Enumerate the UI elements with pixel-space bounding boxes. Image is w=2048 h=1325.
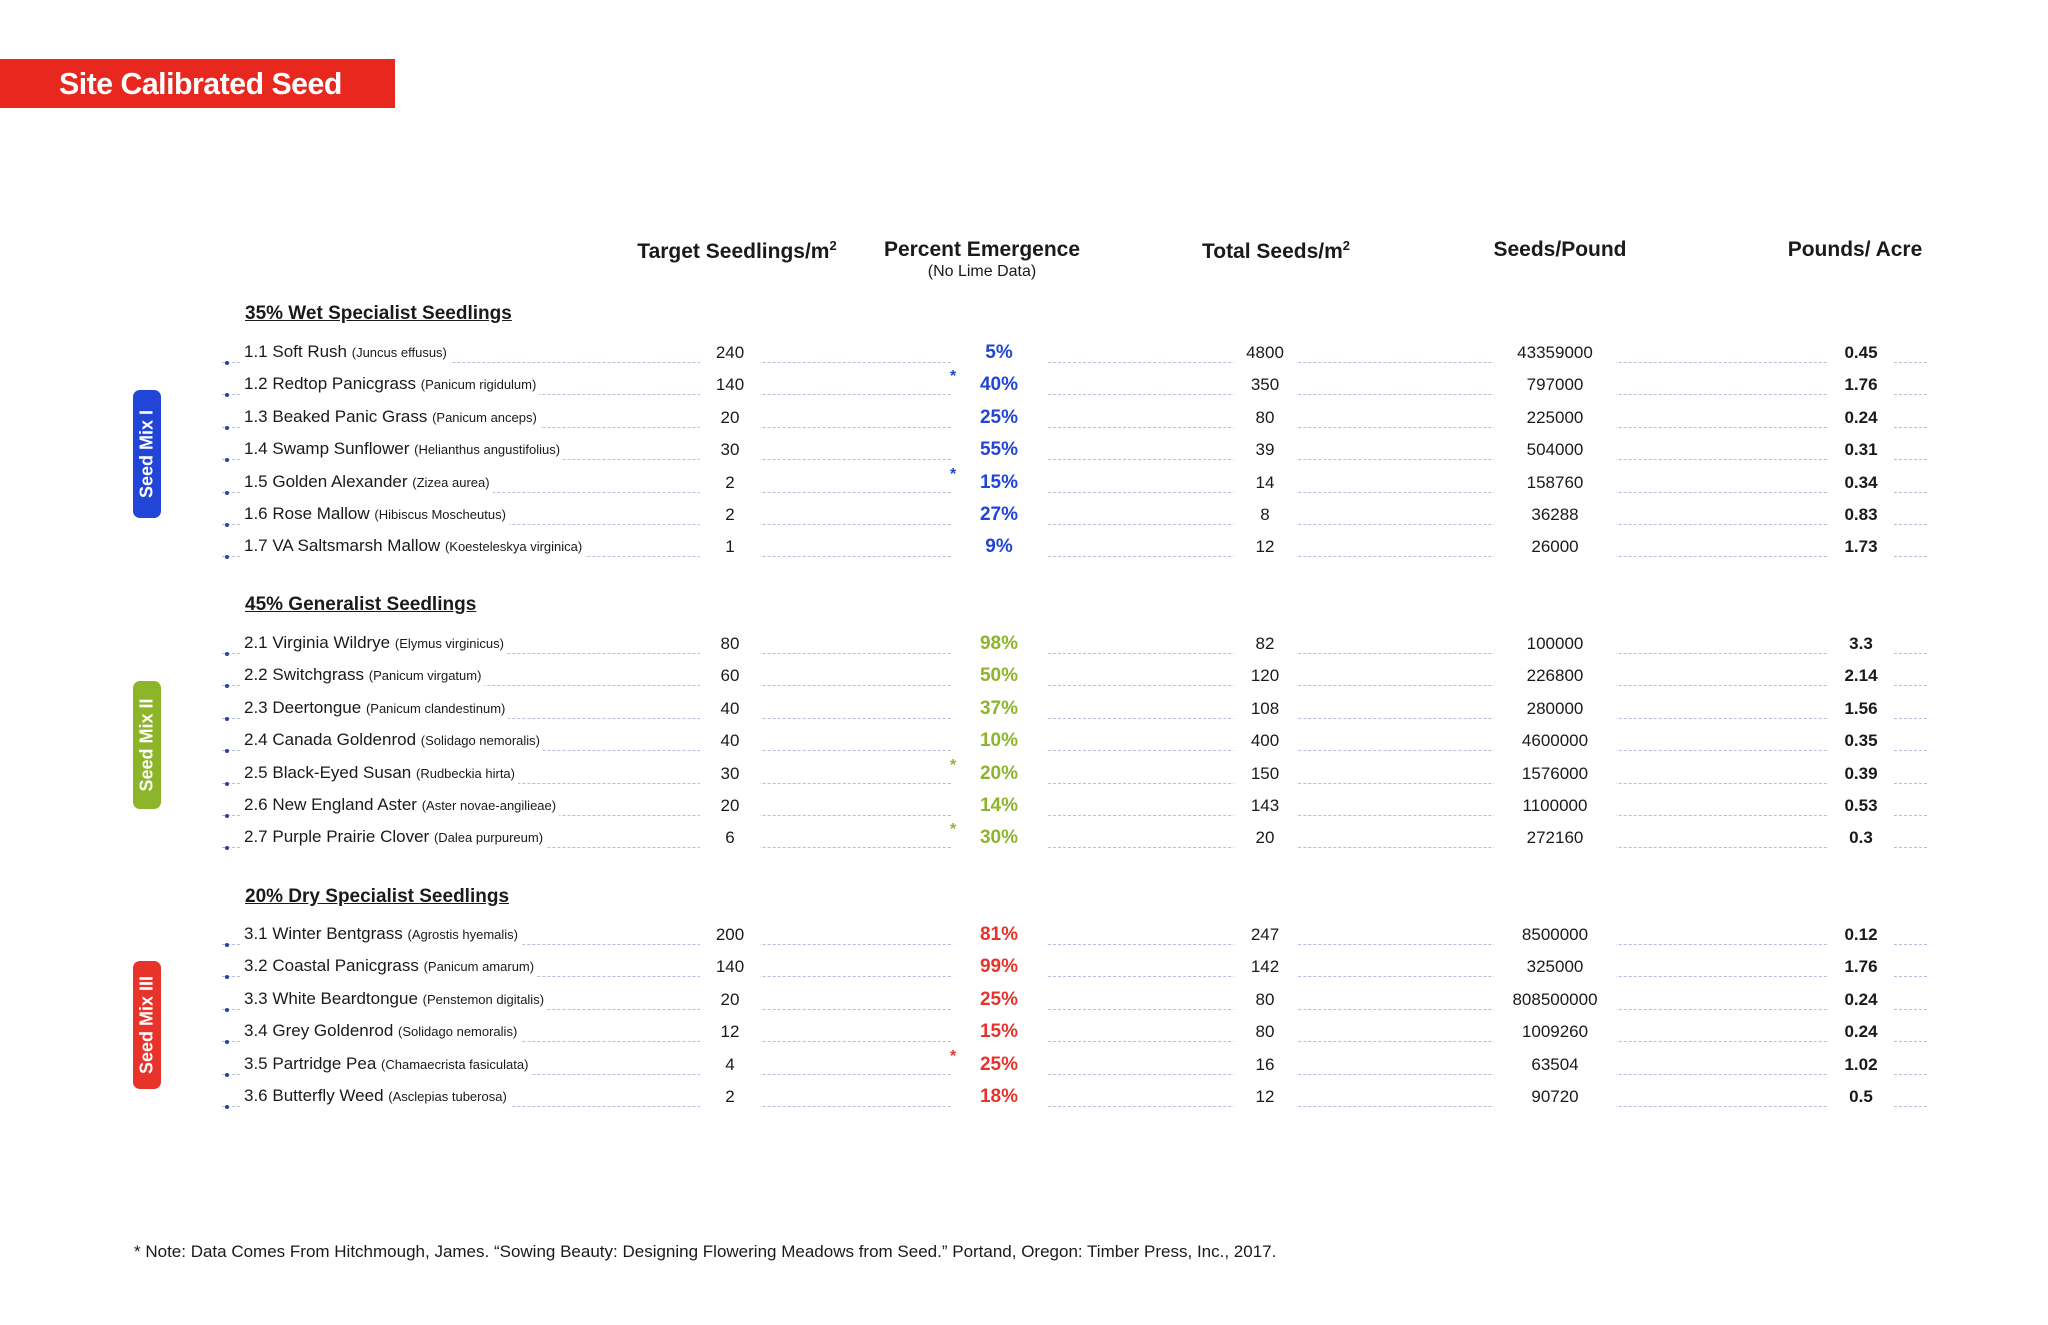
total-seeds-cell: 12 xyxy=(1234,1087,1296,1107)
bullet-dot xyxy=(225,555,229,559)
table-row xyxy=(222,499,1927,531)
common-name: 3.2 Coastal Panicgrass xyxy=(244,956,419,976)
percent-emergence-value: 50% xyxy=(979,665,1019,687)
bullet-dot xyxy=(225,523,229,527)
target-seedlings-cell: 240 xyxy=(700,343,760,363)
asterisk-note-marker: * xyxy=(950,756,957,774)
common-name: 3.6 Butterfly Weed xyxy=(244,1086,384,1105)
common-name: 1.4 Swamp Sunflower xyxy=(244,439,410,459)
latin-name: (Panicum virgatum) xyxy=(368,668,482,684)
table-row xyxy=(222,1016,1927,1048)
target-seedlings-cell: 4 xyxy=(700,1055,760,1075)
pounds-per-acre-cell: 0.45 xyxy=(1828,343,1894,363)
percent-emergence-value: 25% xyxy=(979,1053,1019,1075)
target-seedlings-cell: 40 xyxy=(700,731,760,751)
target-seedlings-cell: 80 xyxy=(700,634,760,654)
seeds-per-pound-cell: 272160 xyxy=(1494,828,1616,848)
seeds-per-pound-cell: 1576000 xyxy=(1494,764,1616,784)
percent-emergence-cell xyxy=(951,505,1047,525)
percent-emergence-cell xyxy=(951,1022,1047,1042)
pounds-per-acre-cell: 1.02 xyxy=(1828,1055,1894,1075)
pounds-per-acre-cell: 1.76 xyxy=(1828,957,1894,977)
section-title: 20% Dry Specialist Seedlings xyxy=(245,886,510,907)
seeds-per-pound-cell: 8500000 xyxy=(1494,925,1616,945)
target-seedlings-cell: 2 xyxy=(700,473,760,493)
asterisk-note-marker: * xyxy=(950,368,957,386)
percent-emergence-cell xyxy=(951,343,1047,363)
seeds-per-pound-cell: 808500000 xyxy=(1494,990,1616,1010)
percent-emergence-cell xyxy=(950,368,1047,396)
table-row xyxy=(222,919,1927,951)
seeds-per-pound-cell: 26000 xyxy=(1494,537,1616,557)
common-name: 2.1 Virginia Wildrye xyxy=(244,633,391,652)
pounds-per-acre-cell: 0.39 xyxy=(1828,764,1894,784)
target-seedlings-cell: 20 xyxy=(700,990,760,1010)
target-seedlings-cell: 60 xyxy=(700,666,760,686)
target-seedlings-cell: 6 xyxy=(700,828,760,848)
target-seedlings-cell: 2 xyxy=(700,1087,760,1107)
pounds-per-acre-cell: 0.24 xyxy=(1828,1022,1894,1042)
pounds-per-acre-cell: 0.5 xyxy=(1828,1087,1894,1107)
total-seeds-cell: 16 xyxy=(1234,1055,1296,1075)
latin-name: (Panicum anceps) xyxy=(432,409,537,425)
percent-emergence-cell xyxy=(951,440,1047,460)
section-title: 35% Wet Specialist Seedlings xyxy=(245,303,512,324)
bullet-dot xyxy=(225,393,229,397)
pounds-per-acre-cell: 3.3 xyxy=(1828,634,1894,654)
common-name: 1.2 Redtop Panicgrass xyxy=(244,374,416,394)
percent-emergence-value: 40% xyxy=(979,374,1019,396)
latin-name: (Aster novae-angilieae) xyxy=(421,798,557,813)
bullet-dot xyxy=(225,684,229,688)
latin-name: (Panicum rigidulum) xyxy=(420,377,537,393)
header-percent-emergence-note: (No Lime Data) xyxy=(927,263,1037,280)
bullet-dot xyxy=(225,426,229,430)
target-seedlings-cell: 140 xyxy=(700,375,760,395)
percent-emergence-value: 10% xyxy=(979,730,1019,752)
latin-name: (Chamaecrista fasiculata) xyxy=(381,1056,529,1072)
latin-name: (Panicum clandestinum) xyxy=(365,700,506,716)
bullet-dot xyxy=(225,717,229,721)
common-name: 1.1 Soft Rush xyxy=(244,342,348,361)
table-row xyxy=(222,984,1927,1016)
percent-emergence-cell xyxy=(950,821,1047,849)
pounds-per-acre-cell: 0.34 xyxy=(1828,473,1894,493)
section-title: 45% Generalist Seedlings xyxy=(245,594,477,615)
header-pounds-per-acre: Pounds/ Acre xyxy=(1787,238,1923,261)
seed-mix-2-label: Seed Mix II xyxy=(133,681,161,809)
table-row xyxy=(222,369,1927,401)
species-name-cell xyxy=(241,827,546,848)
total-seeds-cell: 80 xyxy=(1234,1022,1296,1042)
total-seeds-cell: 14 xyxy=(1234,473,1296,493)
pounds-per-acre-cell: 0.83 xyxy=(1828,505,1894,525)
seeds-per-pound-cell: 225000 xyxy=(1494,408,1616,428)
total-seeds-cell: 142 xyxy=(1234,957,1296,977)
target-seedlings-cell: 30 xyxy=(700,764,760,784)
common-name: 1.3 Beaked Panic Grass xyxy=(244,406,428,426)
species-name-cell xyxy=(241,665,484,686)
total-seeds-cell: 150 xyxy=(1234,764,1296,784)
percent-emergence-cell xyxy=(950,465,1047,493)
latin-name: (Rudbeckia hirta) xyxy=(416,765,515,781)
common-name: 1.5 Golden Alexander xyxy=(244,471,408,491)
percent-emergence-value: 18% xyxy=(979,1086,1019,1107)
percent-emergence-value: 20% xyxy=(979,762,1019,784)
table-row xyxy=(222,660,1927,692)
total-seeds-cell: 120 xyxy=(1234,666,1296,686)
seeds-per-pound-cell: 36288 xyxy=(1494,505,1616,525)
species-name-cell xyxy=(241,1021,520,1042)
seeds-per-pound-cell: 90720 xyxy=(1494,1087,1616,1107)
percent-emergence-value: 25% xyxy=(979,988,1019,1010)
bullet-dot xyxy=(225,652,229,656)
target-seedlings-cell: 20 xyxy=(700,408,760,428)
percent-emergence-cell xyxy=(950,1047,1047,1075)
bullet-dot xyxy=(225,943,229,947)
pounds-per-acre-cell: 2.14 xyxy=(1828,666,1894,686)
species-name-cell xyxy=(241,342,450,363)
total-seeds-cell: 350 xyxy=(1234,375,1296,395)
bullet-dot xyxy=(225,814,229,818)
seeds-per-pound-cell: 4600000 xyxy=(1494,731,1616,751)
latin-name: (Juncus effusus) xyxy=(351,345,447,360)
percent-emergence-value: 55% xyxy=(979,439,1019,461)
species-name-cell xyxy=(241,1086,510,1107)
percent-emergence-value: 14% xyxy=(979,795,1019,816)
table-row xyxy=(222,822,1927,854)
bullet-dot xyxy=(225,1105,229,1109)
percent-emergence-value: 30% xyxy=(979,827,1019,849)
seeds-per-pound-cell: 63504 xyxy=(1494,1055,1616,1075)
seeds-per-pound-cell: 797000 xyxy=(1494,375,1616,395)
footnote: * Note: Data Comes From Hitchmough, James. “Sowing Beauty: Designing Flowering Meadows from Seed.” Portand, Oregon: Timber Press, Inc., 2017. xyxy=(134,1242,1277,1261)
total-seeds-cell: 247 xyxy=(1234,925,1296,945)
table-row xyxy=(222,951,1927,983)
header-percent-emergence: Percent Emergence (No Lime Data) xyxy=(872,238,1092,281)
species-name-cell xyxy=(241,956,537,977)
species-name-cell xyxy=(241,1054,531,1075)
common-name: 3.3 White Beardtongue xyxy=(244,988,418,1008)
bullet-dot xyxy=(225,846,229,850)
seeds-per-pound-cell: 158760 xyxy=(1494,473,1616,493)
percent-emergence-cell xyxy=(951,731,1047,751)
dashed-leader-line xyxy=(222,362,1927,363)
header-target-seedlings: Target Seedlings/$m^2$ xyxy=(637,238,837,263)
table-row xyxy=(222,337,1927,369)
species-name-cell xyxy=(241,472,493,493)
percent-emergence-cell xyxy=(951,634,1047,654)
common-name: 2.7 Purple Prairie Clover xyxy=(244,827,430,847)
percent-emergence-value: 5% xyxy=(985,342,1013,363)
common-name: 2.2 Switchgrass xyxy=(244,665,364,685)
bullet-dot xyxy=(225,782,229,786)
species-name-cell xyxy=(241,504,509,525)
target-seedlings-cell: 200 xyxy=(700,925,760,945)
total-seeds-cell: 82 xyxy=(1234,634,1296,654)
total-seeds-cell: 39 xyxy=(1234,440,1296,460)
latin-name: (Asclepias tuberosa) xyxy=(388,1089,507,1104)
species-name-cell xyxy=(241,536,585,557)
percent-emergence-value: 15% xyxy=(979,1021,1019,1043)
target-seedlings-cell: 20 xyxy=(700,796,760,816)
seeds-per-pound-cell: 325000 xyxy=(1494,957,1616,977)
percent-emergence-cell xyxy=(951,1087,1047,1107)
page-title-banner: Site Calibrated Seed Mix xyxy=(0,59,395,108)
latin-name: (Helianthus angustifolius) xyxy=(414,442,561,458)
percent-emergence-cell xyxy=(951,990,1047,1010)
percent-emergence-cell xyxy=(950,756,1047,784)
pounds-per-acre-cell: 1.56 xyxy=(1828,699,1894,719)
target-seedlings-cell: 1 xyxy=(700,537,760,557)
total-seeds-cell: 8 xyxy=(1234,505,1296,525)
total-seeds-cell: 108 xyxy=(1234,699,1296,719)
latin-name: (Solidago nemoralis) xyxy=(398,1024,518,1040)
asterisk-note-marker: * xyxy=(950,465,957,483)
asterisk-note-marker: * xyxy=(950,821,957,839)
species-name-cell xyxy=(241,924,521,945)
percent-emergence-cell xyxy=(951,925,1047,945)
total-seeds-cell: 4800 xyxy=(1234,343,1296,363)
table-row xyxy=(222,1049,1927,1081)
latin-name: (Agrostis hyemalis) xyxy=(407,927,519,942)
latin-name: (Panicum amarum) xyxy=(423,959,535,975)
target-seedlings-cell: 2 xyxy=(700,505,760,525)
bullet-dot xyxy=(225,1008,229,1012)
common-name: 2.4 Canada Goldenrod xyxy=(244,730,417,750)
percent-emergence-value: 99% xyxy=(979,956,1019,978)
table-row xyxy=(222,628,1927,660)
pounds-per-acre-cell: 0.24 xyxy=(1828,990,1894,1010)
pounds-per-acre-cell: 0.31 xyxy=(1828,440,1894,460)
bullet-dot xyxy=(225,491,229,495)
pounds-per-acre-cell: 0.53 xyxy=(1828,796,1894,816)
seeds-per-pound-cell: 280000 xyxy=(1494,699,1616,719)
table-row xyxy=(222,434,1927,466)
percent-emergence-value: 98% xyxy=(979,633,1019,654)
seeds-per-pound-cell: 1009260 xyxy=(1494,1022,1616,1042)
percent-emergence-cell xyxy=(951,699,1047,719)
percent-emergence-cell xyxy=(951,666,1047,686)
target-seedlings-cell: 12 xyxy=(700,1022,760,1042)
percent-emergence-value: 27% xyxy=(979,504,1019,525)
seeds-per-pound-cell: 1100000 xyxy=(1494,796,1616,816)
common-name: 3.4 Grey Goldenrod xyxy=(244,1021,394,1041)
bullet-dot xyxy=(225,749,229,753)
percent-emergence-cell xyxy=(951,408,1047,428)
pounds-per-acre-cell: 1.73 xyxy=(1828,537,1894,557)
percent-emergence-cell xyxy=(951,537,1047,557)
latin-name: (Koesteleskya virginica) xyxy=(444,539,583,555)
seeds-per-pound-cell: 504000 xyxy=(1494,440,1616,460)
species-name-cell xyxy=(241,633,507,654)
total-seeds-cell: 143 xyxy=(1234,796,1296,816)
latin-name: (Hibiscus Moscheutus) xyxy=(374,507,506,522)
species-name-cell xyxy=(241,763,518,784)
bullet-dot xyxy=(225,1040,229,1044)
species-name-cell xyxy=(241,374,539,395)
common-name: 2.3 Deertongue xyxy=(244,697,362,717)
table-row xyxy=(222,758,1927,790)
seeds-per-pound-cell: 226800 xyxy=(1494,666,1616,686)
total-seeds-cell: 400 xyxy=(1234,731,1296,751)
total-seeds-cell: 80 xyxy=(1234,408,1296,428)
species-name-cell xyxy=(241,795,559,816)
bullet-dot xyxy=(225,1073,229,1077)
species-name-cell xyxy=(241,439,563,460)
percent-emergence-cell xyxy=(951,796,1047,816)
common-name: 1.7 VA Saltsmarsh Mallow xyxy=(244,536,441,556)
species-name-cell xyxy=(241,407,540,428)
table-row xyxy=(222,531,1927,563)
target-seedlings-cell: 140 xyxy=(700,957,760,977)
latin-name: (Zizea aurea) xyxy=(412,474,490,490)
target-seedlings-cell: 30 xyxy=(700,440,760,460)
table-row xyxy=(222,402,1927,434)
percent-emergence-value: 25% xyxy=(979,406,1019,428)
species-name-cell xyxy=(241,989,547,1010)
latin-name: (Penstemon digitalis) xyxy=(422,991,545,1007)
bullet-dot xyxy=(225,975,229,979)
percent-emergence-cell xyxy=(951,957,1047,977)
target-seedlings-cell: 40 xyxy=(700,699,760,719)
table-row xyxy=(222,1081,1927,1113)
common-name: 3.1 Winter Bentgrass xyxy=(244,924,403,943)
seed-mix-3-label: Seed Mix III xyxy=(133,961,161,1089)
percent-emergence-value: 37% xyxy=(979,697,1019,719)
seeds-per-pound-cell: 100000 xyxy=(1494,634,1616,654)
total-seeds-cell: 12 xyxy=(1234,537,1296,557)
percent-emergence-value: 9% xyxy=(985,536,1013,558)
species-name-cell xyxy=(241,698,508,719)
header-seeds-per-pound: Seeds/Pound xyxy=(1493,238,1627,261)
pounds-per-acre-cell: 0.35 xyxy=(1828,731,1894,751)
table-row xyxy=(222,467,1927,499)
pounds-per-acre-cell: 1.76 xyxy=(1828,375,1894,395)
total-seeds-cell: 20 xyxy=(1234,828,1296,848)
common-name: 3.5 Partridge Pea xyxy=(244,1053,377,1073)
common-name: 2.5 Black-Eyed Susan xyxy=(244,762,412,782)
percent-emergence-value: 15% xyxy=(979,471,1019,493)
latin-name: (Solidago nemoralis) xyxy=(420,733,540,749)
latin-name: (Elymus virginicus) xyxy=(394,636,504,651)
percent-emergence-value: 81% xyxy=(979,924,1019,945)
bullet-dot xyxy=(225,361,229,365)
seeds-per-pound-cell: 43359000 xyxy=(1494,343,1616,363)
table-row xyxy=(222,693,1927,725)
total-seeds-cell: 80 xyxy=(1234,990,1296,1010)
table-row xyxy=(222,725,1927,757)
header-total-seeds: Total Seeds/$m^2$ xyxy=(1201,238,1351,263)
common-name: 1.6 Rose Mallow xyxy=(244,504,370,523)
asterisk-note-marker: * xyxy=(950,1047,957,1065)
common-name: 2.6 New England Aster xyxy=(244,795,417,814)
bullet-dot xyxy=(225,458,229,462)
latin-name: (Dalea purpureum) xyxy=(433,830,544,846)
pounds-per-acre-cell: 0.12 xyxy=(1828,925,1894,945)
pounds-per-acre-cell: 0.3 xyxy=(1828,828,1894,848)
table-row xyxy=(222,790,1927,822)
seed-mix-1-label: Seed Mix I xyxy=(133,390,161,518)
species-name-cell xyxy=(241,730,543,751)
pounds-per-acre-cell: 0.24 xyxy=(1828,408,1894,428)
